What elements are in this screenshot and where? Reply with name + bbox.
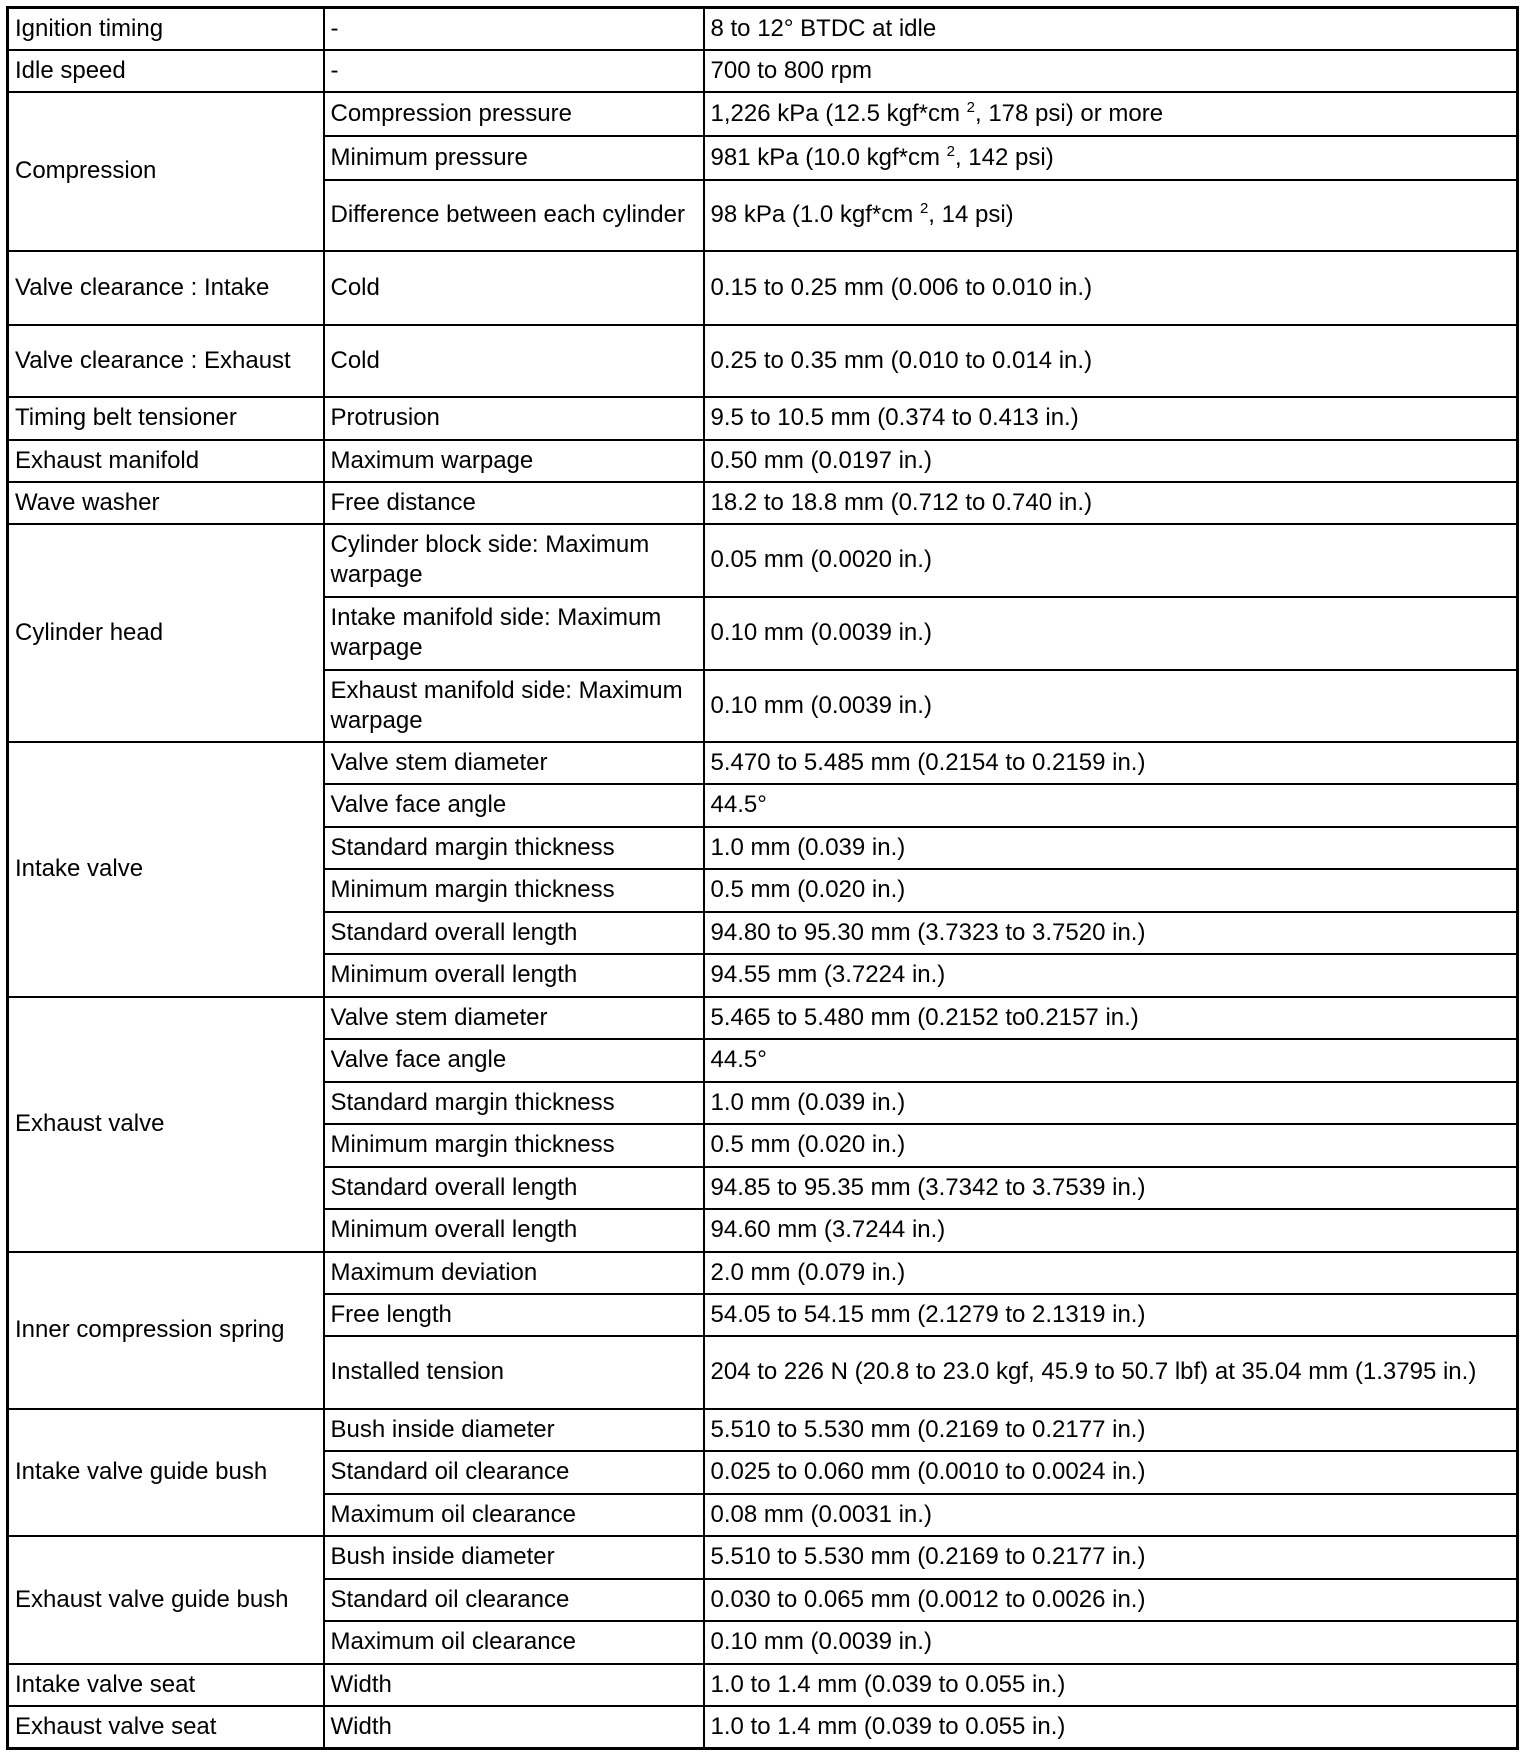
component-cell: Ignition timing	[8, 8, 324, 50]
item-cell: Cold	[324, 325, 704, 397]
component-cell: Exhaust valve guide bush	[8, 1536, 324, 1664]
table-row	[8, 440, 1518, 482]
table-row	[8, 251, 1518, 325]
item-cell: Maximum deviation	[324, 1252, 704, 1294]
item-cell: Standard margin thickness	[324, 1082, 704, 1124]
item-cell: Cylinder block side: Maximum warpage	[324, 524, 704, 597]
item-cell: Intake manifold side: Maximum warpage	[324, 597, 704, 670]
value-cell: 0.5 mm (0.020 in.)	[704, 869, 1518, 912]
value-cell: 5.510 to 5.530 mm (0.2169 to 0.2177 in.)	[704, 1409, 1518, 1451]
value-cell: 2.0 mm (0.079 in.)	[704, 1252, 1518, 1294]
value-cell: 5.470 to 5.485 mm (0.2154 to 0.2159 in.)	[704, 742, 1518, 784]
value-cell: 0.10 mm (0.0039 in.)	[704, 670, 1518, 742]
value-cell: 94.80 to 95.30 mm (3.7323 to 3.7520 in.)	[704, 912, 1518, 954]
value-cell	[704, 180, 1518, 251]
table-row	[8, 482, 1518, 524]
component-cell: Exhaust valve	[8, 997, 324, 1252]
component-cell: Exhaust manifold	[8, 440, 324, 482]
item-cell: Bush inside diameter	[324, 1536, 704, 1579]
item-cell: Standard oil clearance	[324, 1451, 704, 1494]
table-row	[8, 1252, 1518, 1294]
value-cell: 1.0 mm (0.039 in.)	[704, 827, 1518, 869]
item-cell: -	[324, 50, 704, 92]
value-cell: 0.10 mm (0.0039 in.)	[704, 1621, 1518, 1664]
value-text: , 14 psi)	[928, 201, 1014, 228]
item-cell: Difference between each cylinder	[324, 180, 704, 251]
component-cell: Valve clearance : Exhaust	[8, 325, 324, 397]
value-text: 1,226 kPa (12.5 kgf*cm	[710, 99, 967, 127]
value-cell: 5.510 to 5.530 mm (0.2169 to 0.2177 in.)	[704, 1536, 1518, 1579]
value-text: , 142 psi)	[954, 143, 1054, 171]
item-cell: Width	[324, 1664, 704, 1706]
item-cell: Standard margin thickness	[324, 827, 704, 869]
component-cell: Idle speed	[8, 50, 324, 92]
specification-table-body	[8, 8, 1518, 1749]
component-cell: Cylinder head	[8, 524, 324, 742]
value-text: 981 kPa (10.0 kgf*cm	[710, 143, 947, 171]
item-cell: Bush inside diameter	[324, 1409, 704, 1451]
table-row	[8, 524, 1518, 597]
item-cell: Maximum oil clearance	[324, 1494, 704, 1536]
item-cell: Valve face angle	[324, 1039, 704, 1082]
component-cell: Valve clearance : Intake	[8, 251, 324, 325]
value-text: 98 kPa (1.0 kgf*cm	[710, 201, 920, 228]
item-cell: Minimum margin thickness	[324, 1124, 704, 1167]
component-cell: Inner compression spring	[8, 1252, 324, 1409]
value-cell: 44.5°	[704, 1039, 1518, 1082]
item-cell: Exhaust manifold side: Maximum warpage	[324, 670, 704, 742]
value-cell: 44.5°	[704, 784, 1518, 827]
value-cell: 1.0 to 1.4 mm (0.039 to 0.055 in.)	[704, 1664, 1518, 1706]
table-row	[8, 92, 1518, 136]
item-cell: Valve stem diameter	[324, 997, 704, 1039]
item-cell: Standard overall length	[324, 912, 704, 954]
item-cell: Minimum overall length	[324, 954, 704, 997]
superscript: 2	[919, 200, 929, 217]
item-cell: Maximum oil clearance	[324, 1621, 704, 1664]
value-cell: 0.025 to 0.060 mm (0.0010 to 0.0024 in.)	[704, 1451, 1518, 1494]
value-cell: 9.5 to 10.5 mm (0.374 to 0.413 in.)	[704, 397, 1518, 440]
item-cell: -	[324, 8, 704, 50]
item-cell: Standard overall length	[324, 1167, 704, 1209]
item-cell: Minimum pressure	[324, 136, 704, 180]
table-row	[8, 1409, 1518, 1451]
value-cell: 700 to 800 rpm	[704, 50, 1518, 92]
component-cell: Intake valve seat	[8, 1664, 324, 1706]
value-cell: 1.0 mm (0.039 in.)	[704, 1082, 1518, 1124]
value-cell: 18.2 to 18.8 mm (0.712 to 0.740 in.)	[704, 482, 1518, 524]
value-cell: 54.05 to 54.15 mm (2.1279 to 2.1319 in.)	[704, 1294, 1518, 1336]
item-cell: Compression pressure	[324, 92, 704, 136]
item-cell: Cold	[324, 251, 704, 325]
item-cell: Minimum overall length	[324, 1209, 704, 1252]
item-cell: Minimum margin thickness	[324, 869, 704, 912]
superscript: 2	[966, 98, 975, 116]
component-cell: Exhaust valve seat	[8, 1706, 324, 1749]
component-cell: Timing belt tensioner	[8, 397, 324, 440]
component-cell: Wave washer	[8, 482, 324, 524]
table-row	[8, 8, 1518, 50]
table-row	[8, 997, 1518, 1039]
table-row	[8, 50, 1518, 92]
value-cell: 0.15 to 0.25 mm (0.006 to 0.010 in.)	[704, 251, 1518, 325]
value-cell	[704, 136, 1518, 180]
component-cell: Compression	[8, 92, 324, 251]
item-cell: Width	[324, 1706, 704, 1749]
superscript: 2	[946, 142, 955, 160]
table-row	[8, 397, 1518, 440]
item-cell: Protrusion	[324, 397, 704, 440]
value-cell: 94.85 to 95.35 mm (3.7342 to 3.7539 in.)	[704, 1167, 1518, 1209]
value-cell: 0.5 mm (0.020 in.)	[704, 1124, 1518, 1167]
table-row	[8, 1536, 1518, 1579]
value-cell: 5.465 to 5.480 mm (0.2152 to0.2157 in.)	[704, 997, 1518, 1039]
item-cell: Valve stem diameter	[324, 742, 704, 784]
value-cell: 0.25 to 0.35 mm (0.010 to 0.014 in.)	[704, 325, 1518, 397]
value-cell: 0.50 mm (0.0197 in.)	[704, 440, 1518, 482]
item-cell: Standard oil clearance	[324, 1579, 704, 1621]
table-row	[8, 1706, 1518, 1749]
item-cell: Free length	[324, 1294, 704, 1336]
value-cell: 0.030 to 0.065 mm (0.0012 to 0.0026 in.)	[704, 1579, 1518, 1621]
value-cell: 1.0 to 1.4 mm (0.039 to 0.055 in.)	[704, 1706, 1518, 1749]
component-cell: Intake valve guide bush	[8, 1409, 324, 1536]
table-row	[8, 325, 1518, 397]
value-cell: 8 to 12° BTDC at idle	[704, 8, 1518, 50]
value-cell: 0.08 mm (0.0031 in.)	[704, 1494, 1518, 1536]
value-text: , 178 psi) or more	[974, 99, 1164, 127]
value-cell: 0.10 mm (0.0039 in.)	[704, 597, 1518, 670]
table-row	[8, 1664, 1518, 1706]
table-row	[8, 742, 1518, 784]
component-cell: Intake valve	[8, 742, 324, 997]
item-cell: Valve face angle	[324, 784, 704, 827]
item-cell: Installed tension	[324, 1336, 704, 1409]
specification-table	[6, 6, 1519, 1750]
value-cell: 0.05 mm (0.0020 in.)	[704, 524, 1518, 597]
item-cell: Free distance	[324, 482, 704, 524]
value-cell	[704, 92, 1518, 136]
value-cell: 94.55 mm (3.7224 in.)	[704, 954, 1518, 997]
value-cell: 94.60 mm (3.7244 in.)	[704, 1209, 1518, 1252]
value-cell: 204 to 226 N (20.8 to 23.0 kgf, 45.9 to 50.7 lbf) at 35.04 mm (1.3795 in.)	[704, 1336, 1518, 1409]
item-cell: Maximum warpage	[324, 440, 704, 482]
